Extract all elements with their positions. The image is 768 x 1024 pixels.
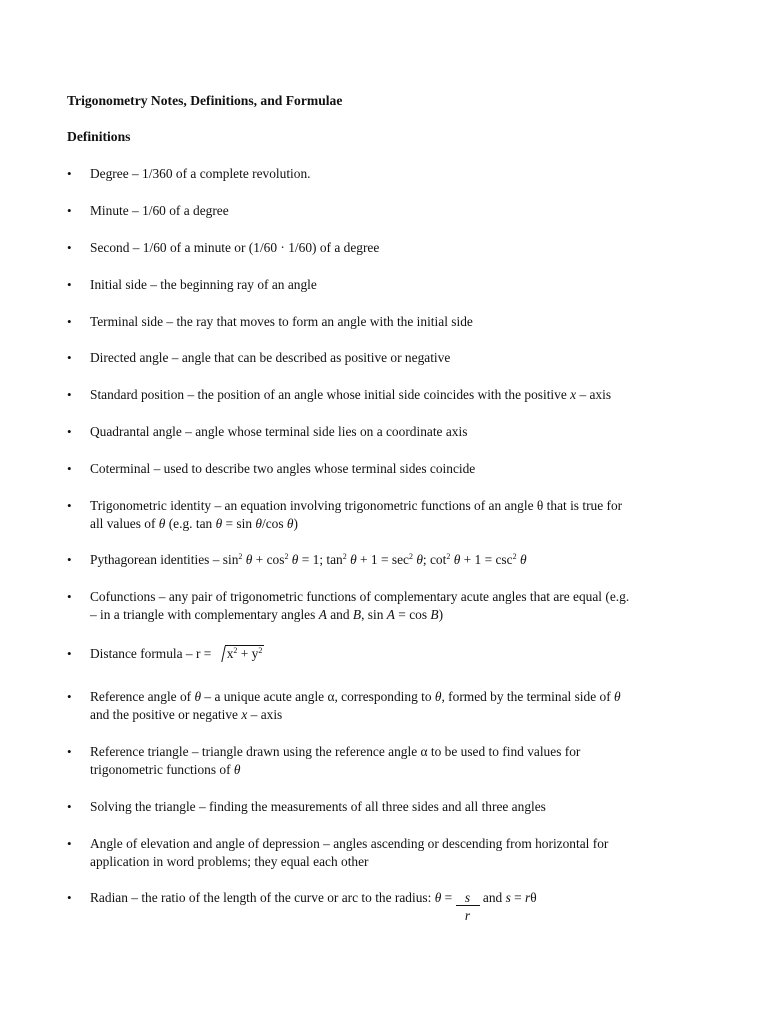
definition-text: Reference angle of θ – a unique acute angle α, corresponding to θ, formed by the terminal side of θ and the positive or negative x – axis [90,689,621,722]
definition-text: Pythagorean identities – $\sin^2 \theta + \cos^2 \theta = 1$; $\tan^2 \theta + 1 = \sec^2 \theta$; $\cot^2 \theta + 1 = \csc^2 \theta$ [90,552,527,567]
bullet: • [67,240,72,255]
section-heading-definitions: Definitions [67,129,131,144]
bullet: • [67,350,72,365]
list-item-degree [67,165,707,183]
bullet: • [67,589,72,604]
list-item-trigonometric-identity [67,497,707,533]
list-item-coterminal [67,460,707,478]
list-item-reference-triangle [67,743,707,779]
definition-text: Angle of elevation and angle of depression – angles ascending or descending from horizontal for application in word problems; they equal each other [90,836,609,869]
list-item-quadrantal-angle [67,423,707,441]
square-root-symbol: $x^2 + y^2$ [217,645,265,663]
definition-text: Terminal side – the ray that moves to form an angle with the initial side [90,314,473,329]
definition-text: Radian – the ratio of the length of the curve or arc to the radius: θ = $\frac{s}{r}$ and s = rθ [90,890,537,923]
bullet: • [67,689,72,704]
definition-text: Cofunctions – any pair of trigonometric functions of complementary acute angles that are equal (e.g. – in a triangle with complementary angles A and B, sin A = cos B) [90,589,630,622]
bullet: • [67,277,72,292]
definition-text: Degree – 1/360 of a complete revolution. [90,166,311,181]
definition-text: Solving the triangle – finding the measurements of all three sides and all three angles [90,799,546,814]
list-item-second [67,239,707,257]
definition-text: Trigonometric identity – an equation involving trigonometric functions of an angle θ that is true for all values of θ (e.g. tan θ = sin θ/cos θ) [90,498,623,531]
definition-text: Coterminal – used to describe two angles whose terminal sides coincide [90,461,476,476]
bullet: • [67,799,72,814]
list-item-initial-side [67,276,707,294]
list-item-terminal-side [67,313,707,331]
definition-text: Reference triangle – triangle drawn using the reference angle α to be used to find values for trigonometric functions of θ [90,744,581,777]
fraction-s-over-r: $\frac{s}{r}$ [456,890,480,906]
definition-text: Initial side – the beginning ray of an angle [90,277,317,292]
list-item-pythagorean-identities [67,551,707,569]
bullet: • [67,461,72,476]
document-title: Trigonometry Notes, Definitions, and Formulae [67,93,343,108]
list-item-directed-angle [67,349,707,367]
definition-text: Distance formula – $r = x^2 + y^2$ [90,646,263,661]
list-item-cofunctions [67,588,707,624]
bullet: • [67,203,72,218]
list-item-radian [67,889,707,923]
list-item-elevation-depression [67,835,707,871]
bullet: • [67,890,72,905]
definition-text: Minute – 1/60 of a degree [90,203,229,218]
list-item-solving-triangle [67,798,707,816]
definition-text: Directed angle – angle that can be described as positive or negative [90,350,451,365]
list-item-reference-angle [67,688,707,724]
list-item-standard-position [67,386,707,404]
definition-text: Standard position – the position of an angle whose initial side coincides with the positive x – axis [90,387,612,402]
bullet: • [67,836,72,851]
bullet: • [67,166,72,181]
bullet: • [67,744,72,759]
bullet: • [67,387,72,402]
definition-text: Second – 1/60 of a minute or (1/60 · 1/60) of a degree [90,240,380,255]
bullet: • [67,552,72,567]
bullet: • [67,498,72,513]
bullet: • [67,646,72,661]
list-item-minute [67,202,707,220]
bullet: • [67,314,72,329]
list-item-distance-formula [67,645,707,663]
definition-text: Quadrantal angle – angle whose terminal side lies on a coordinate axis [90,424,468,439]
bullet: • [67,424,72,439]
